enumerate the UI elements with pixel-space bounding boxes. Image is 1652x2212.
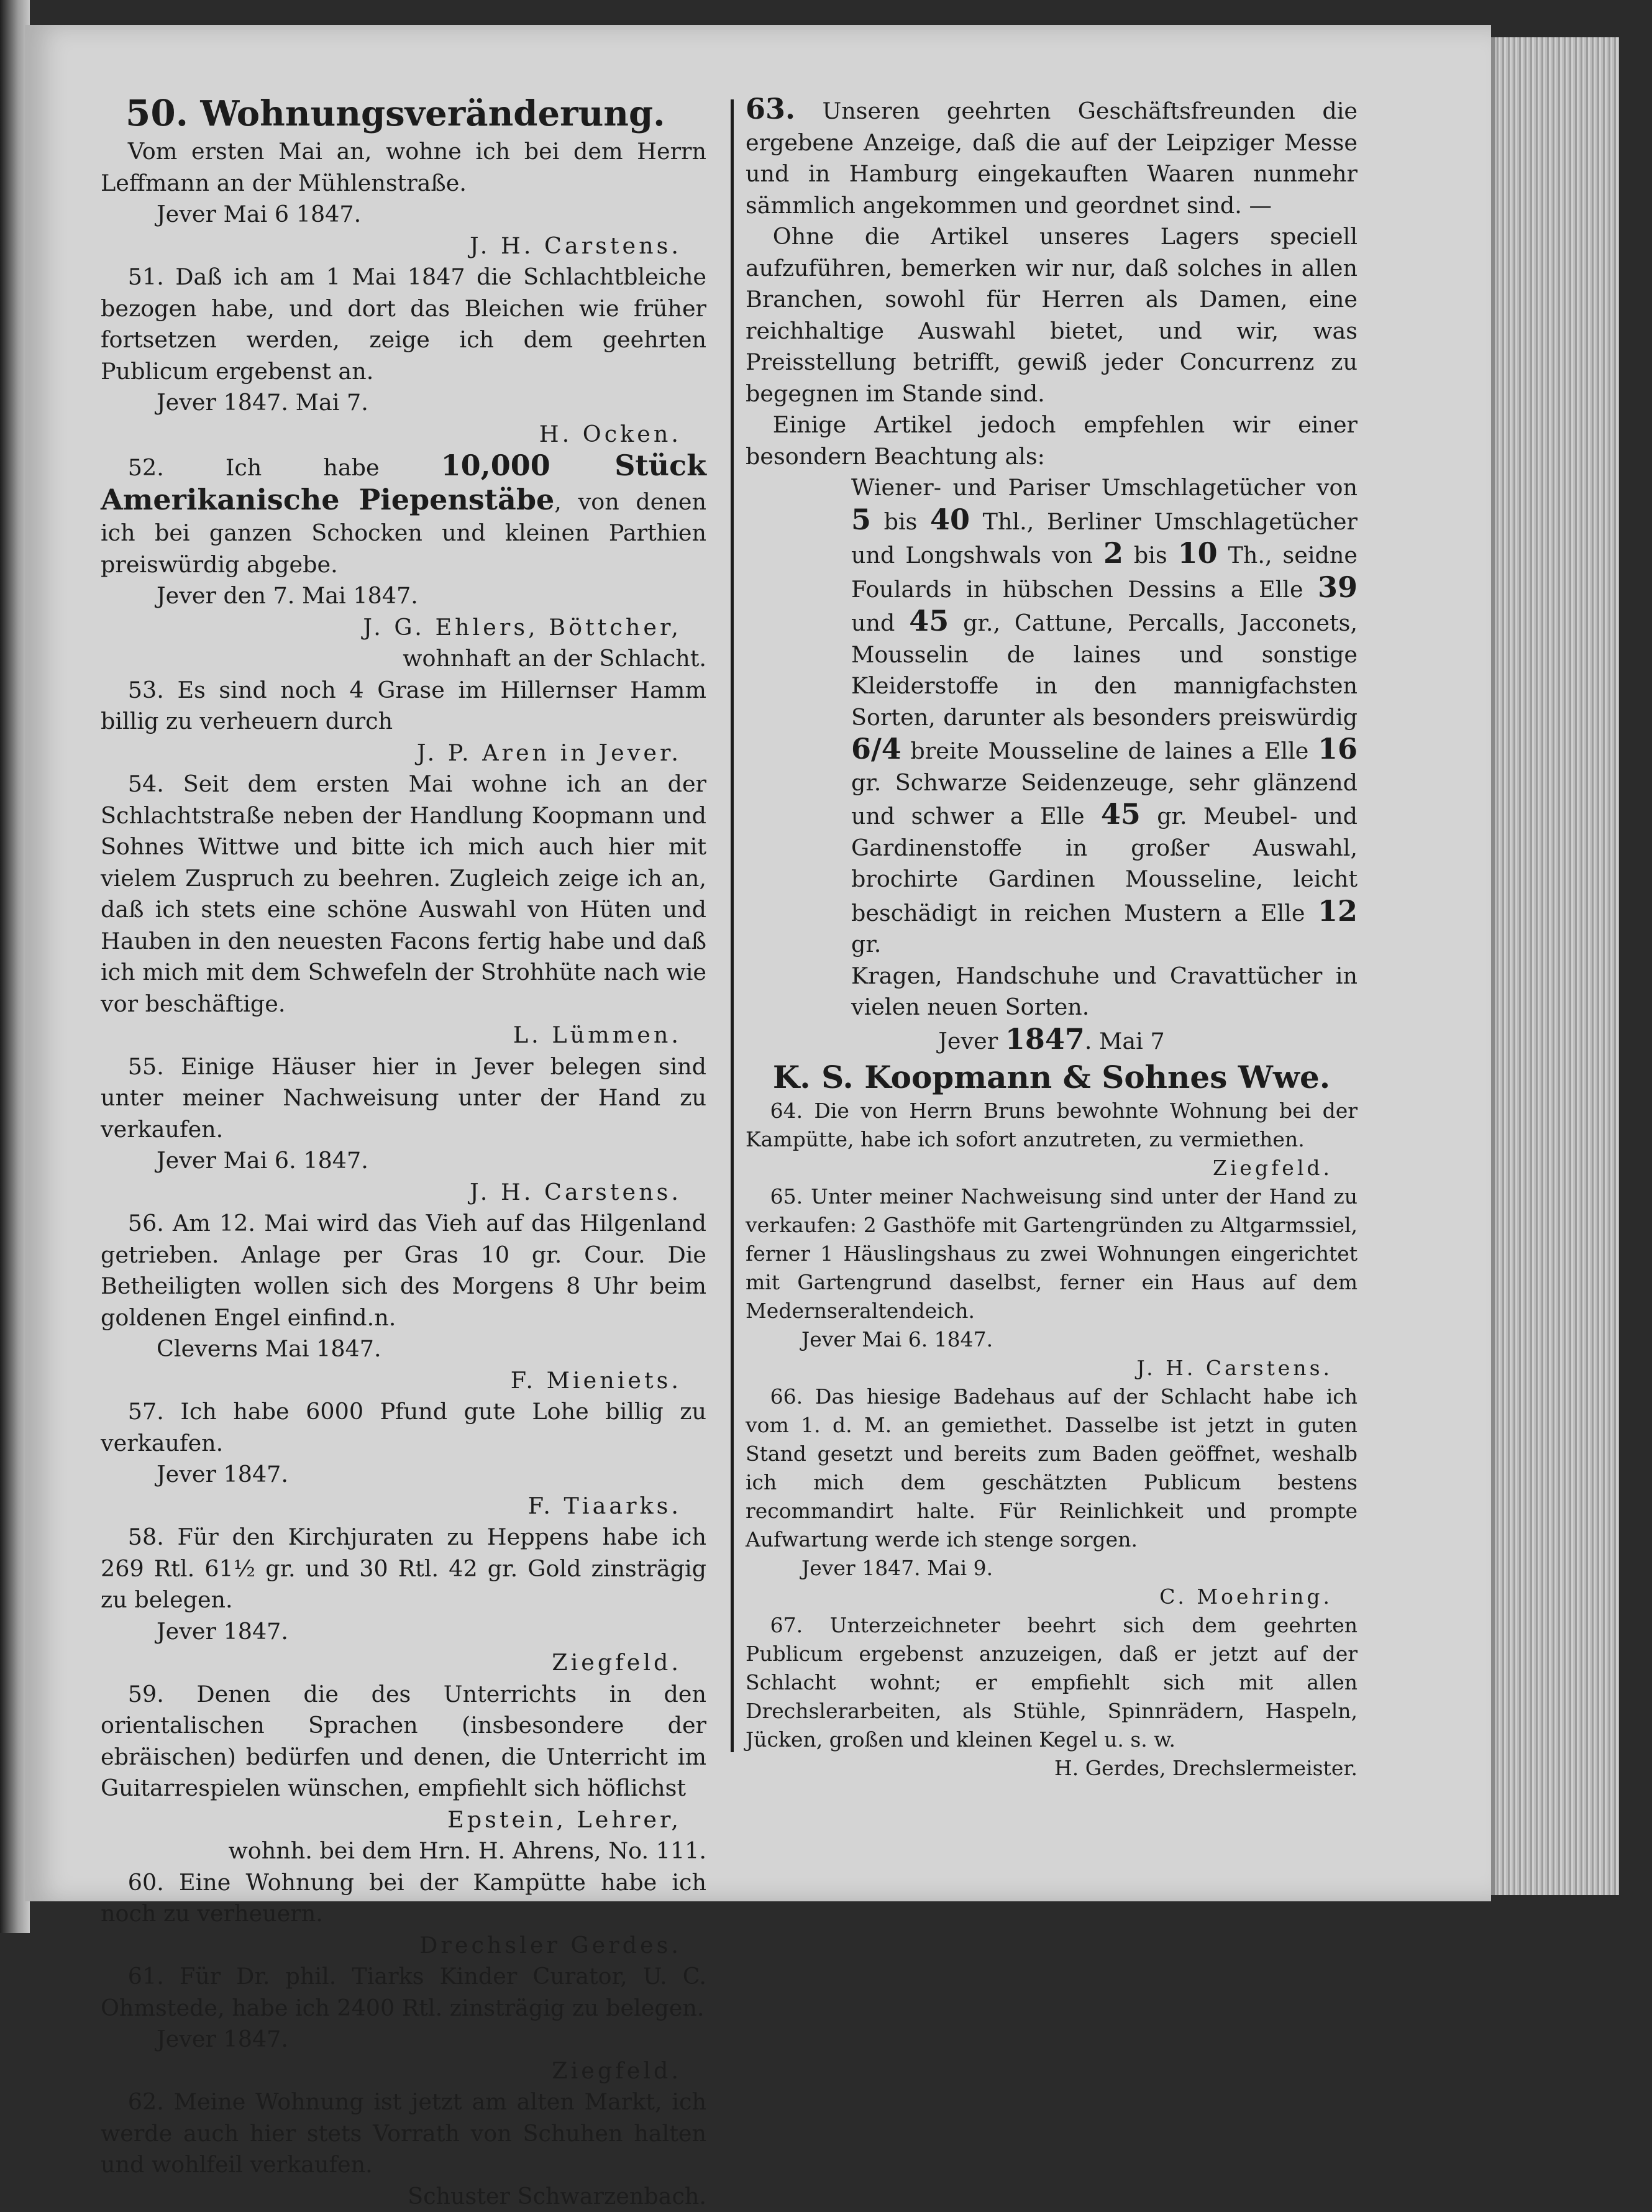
notice-60-body: 60. Eine Wohnung bei der Kampütte habe ich noch zu verheuern. (101, 1867, 706, 1930)
notice-61-place: Jever 1847. (101, 2024, 706, 2055)
notice-57-body: 57. Ich habe 6000 Pfund gute Lohe billig zu verkaufen. (101, 1396, 706, 1459)
notice-50-body: Vom ersten Mai an, wohne ich bei dem Herrn Leffmann an der Mühlenstraße. (101, 136, 706, 199)
notice-56-place: Cleverns Mai 1847. (101, 1333, 706, 1365)
place-date: . Mai 7 (1085, 1028, 1165, 1054)
notice-65-place: Jever Mai 6. 1847. (746, 1325, 1358, 1354)
notice-63-list-end: Kragen, Handschuhe und Cravattücher in vielen neuen Sorten. (851, 961, 1358, 1023)
price-45-a: 45 (909, 604, 949, 638)
list-text-d: gr., Cattune, Percalls, Jacconets, Mousselin de laines und sonstige Kleiderstoffe in den mannigfachsten Sorten, darunter als besonders preiswürdig (851, 610, 1358, 731)
notice-66-signature: C. Moehring. (746, 1583, 1358, 1611)
notice-52-pre: 52. Ich habe (128, 454, 380, 481)
notice-63-place (746, 1023, 1358, 1058)
notice-67-body: 67. Unterzeichneter beehrt sich dem geehrten Publicum ergebenst anzuzeigen, daß er jetzt auf der Schlacht wohnt; er empfiehlt sich mit allen Drechslerarbeiten, als Stühle, Spinnrädern, Haspeln, Jücken, großen und kleinen Kegel u. s. w. (746, 1611, 1358, 1754)
right-column (746, 93, 1358, 1783)
price-5: 5 (851, 503, 871, 536)
notice-60-signature: Drechsler Gerdes. (101, 1930, 706, 1962)
notice-63-p1-text: Unseren geehrten Geschäftsfreunden die ergebene Anzeige, daß die auf der Leipziger Messe und in Hamburg eingekauften Waaren nunmehr sämmlich angekommen und geordnet sind. — (746, 98, 1358, 219)
list-text-e: breite Mousseline de laines a Elle (910, 738, 1308, 764)
notice-59-body: 59. Denen die des Unterrichts in den orientalischen Sprachen (insbesondere der ebräischen) bedürfen und denen, die Unterricht im Guitarrespielen wünschen, empfiehlt sich höflichst (101, 1679, 706, 1804)
price-16: 16 (1318, 732, 1358, 766)
notice-62-body: 62. Meine Wohnung ist jetzt am alten Markt, ich werde auch hier stets Vorrath von Schuhen halten und wohlfeil verkaufen. (101, 2086, 706, 2181)
notice-62-signature: Schuster Schwarzenbach. (101, 2181, 706, 2212)
price-2: 2 (1103, 536, 1123, 570)
notice-61-body: 61. Für Dr. phil. Tiarks Kinder Curator, U. C. Ohmstede, habe ich 2400 Rtl. zinsträgig zu belegen. (101, 1961, 706, 2024)
notice-52-product: 10,000 Stück Amerikanische Piepenstäbe (101, 449, 706, 516)
notice-52-body (101, 450, 706, 580)
notice-50-heading (125, 93, 706, 134)
notice-58-signature: Ziegfeld. (101, 1647, 706, 1679)
notice-54-signature: L. Lümmen. (101, 1020, 706, 1051)
list-bis-1: bis (884, 508, 918, 535)
list-text-g: gr. Meubel- und Gardinenstoffe in großer Auswahl, brochirte Gardinen Mousseline, leicht beschädigt in reichen Mustern a Elle (851, 803, 1358, 926)
notice-50-place: Jever Mai 6 1847. (101, 199, 706, 231)
list-und: und (851, 610, 895, 636)
notice-57-place: Jever 1847. (101, 1459, 706, 1491)
notice-58-place: Jever 1847. (101, 1616, 706, 1648)
price-39: 39 (1318, 570, 1358, 604)
notice-54-body: 54. Seit dem ersten Mai wohne ich an der Schlachtstraße neben der Handlung Koopmann und Sohnes Wittwe und bitte ich mich auch hier mit vielem Zuspruch zu beehren. Zugleich zeige ich an, daß ich stets eine schöne Auswahl von Hüten und Hauben in den neuesten Facons fertig habe und daß ich mich mit dem Schwefeln der Strohhüte nach wie vor beschäftige. (101, 769, 706, 1020)
notice-50-signature: J. H. Carstens. (101, 231, 706, 262)
list-text-c: Th., seidne Foulards in hübschen Dessins a Elle (851, 542, 1358, 603)
notice-63-number: 63. (746, 92, 795, 126)
heading-text: Wohnungsveränderung. (200, 93, 665, 134)
list-text-h: gr. (851, 931, 881, 957)
notice-55-body: 55. Einige Häuser hier in Jever belegen sind unter meiner Nachweisung unter der Hand zu verkaufen. (101, 1051, 706, 1146)
price-40: 40 (930, 503, 970, 536)
notice-57-signature: F. Tiaarks. (101, 1491, 706, 1522)
notice-52-place: Jever den 7. Mai 1847. (101, 580, 706, 612)
notice-59-signature-line2: wohnh. bei dem Hrn. H. Ahrens, No. 111. (101, 1835, 706, 1867)
width-6-4: 6/4 (851, 732, 901, 766)
notice-58-body: 58. Für den Kirchjuraten zu Heppens habe ich 269 Rtl. 61½ gr. und 30 Rtl. 42 gr. Gold zinsträgig zu belegen. (101, 1522, 706, 1616)
place-town: Jever (938, 1028, 998, 1054)
notice-65-body: 65. Unter meiner Nachweisung sind unter der Hand zu verkaufen: 2 Gasthöfe mit Gartengründen zu Altgarmssiel, ferner 1 Häuslingshaus zu zwei Wohnungen eingerichtet mit Gartengrund daselbst, ferner ein Haus auf dem Medernseraltendeich. (746, 1182, 1358, 1325)
notice-52-post: , von denen ich bei ganzen Schocken und kleinen Parthien preiswürdig abgebe. (101, 488, 706, 578)
place-year: 1847 (1005, 1022, 1085, 1056)
notice-53-body: 53. Es sind noch 4 Grase im Hillernser Hamm billig zu verheuern durch (101, 675, 706, 738)
list-text-b: Thl., Berliner Umschlagetücher und Longshwals von (851, 508, 1358, 569)
list-bis-2: bis (1134, 542, 1167, 569)
price-12: 12 (1318, 894, 1358, 928)
notice-63-p2: Ohne die Artikel unseres Lagers speciell aufzuführen, bemerken wir nur, daß solches in allen Branchen, sowohl für Herren als Damen, eine reichhaltige Auswahl bietet, und wir, was Preisstellung betrifft, gewiß jeder Concurrenz zu begegnen im Stande sind. (746, 221, 1358, 409)
notice-63-firm-signature: K. S. Koopmann & Sohnes Wwe. (746, 1058, 1358, 1097)
notice-55-place: Jever Mai 6. 1847. (101, 1145, 706, 1177)
notice-66-body: 66. Das hiesige Badehaus auf der Schlacht habe ich vom 1. d. M. an gemiethet. Dasselbe ist jetzt in guten Stand gesetzt und bereits zum Baden geöffnet, weshalb ich mich dem geschätzten Publicum bestens recommandirt halte. Für Reinlichkeit und prompte Aufwartung werde ich stenge sorgen. (746, 1382, 1358, 1554)
notice-64-body: 64. Die von Herrn Bruns bewohnte Wohnung bei der Kampütte, habe ich sofort anzutreten, zu vermiethen. (746, 1097, 1358, 1154)
notice-51-body: 51. Daß ich am 1 Mai 1847 die Schlachtbleiche bezogen habe, und dort das Bleichen wie früher fortsetzen werden, zeige ich dem geehrten Publicum ergebenst an. (101, 262, 706, 387)
left-column (101, 93, 706, 2212)
notice-63-p3: Einige Artikel jedoch empfehlen wir einer besondern Beachtung als: (746, 409, 1358, 472)
page-edges (1491, 37, 1619, 1895)
notice-61-signature: Ziegfeld. (101, 2055, 706, 2087)
notice-51-signature: H. Ocken. (101, 419, 706, 450)
notice-63-p1 (746, 93, 1358, 221)
list-text-a: Wiener- und Pariser Umschlagetücher von (851, 474, 1358, 501)
notice-55-signature: J. H. Carstens. (101, 1177, 706, 1209)
notice-66-place: Jever 1847. Mai 9. (746, 1554, 1358, 1583)
price-10: 10 (1178, 536, 1218, 570)
notice-53-signature: J. P. Aren in Jever. (101, 738, 706, 769)
notice-64-signature: Ziegfeld. (746, 1154, 1358, 1182)
notice-63-article-list (851, 472, 1358, 961)
notice-59-signature: Epstein, Lehrer, (101, 1804, 706, 1836)
notice-number: 50. (125, 92, 188, 134)
notice-52-signature: J. G. Ehlers, Böttcher, (101, 612, 706, 644)
notice-51-place: Jever 1847. Mai 7. (101, 387, 706, 419)
notice-56-body: 56. Am 12. Mai wird das Vieh auf das Hilgenland getrieben. Anlage per Gras 10 gr. Cour. Die Betheiligten wollen sich des Morgens 8 Uhr beim goldenen Engel einfind.n. (101, 1208, 706, 1333)
notice-65-signature: J. H. Carstens. (746, 1354, 1358, 1382)
notice-52-signature-line2: wohnhaft an der Schlacht. (101, 643, 706, 675)
column-divider (731, 99, 734, 1752)
list-text-f: gr. Schwarze Seidenzeuge, sehr glänzend und schwer a Elle (851, 769, 1358, 830)
notice-67-signature: H. Gerdes, Drechslermeister. (746, 1754, 1358, 1783)
notice-56-signature: F. Mieniets. (101, 1365, 706, 1397)
price-45-b: 45 (1101, 797, 1141, 831)
